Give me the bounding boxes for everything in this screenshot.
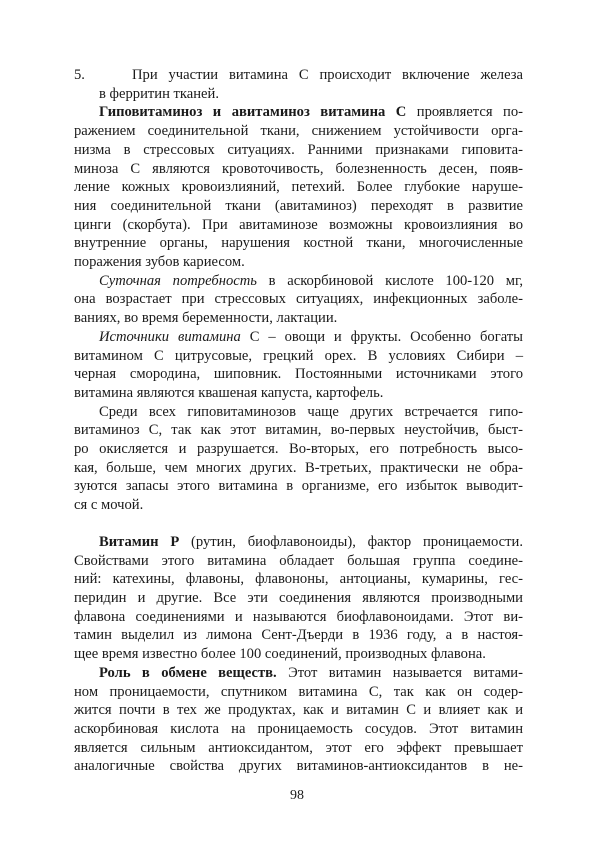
vitp-heading: Витамин Р [99, 533, 180, 550]
role-first-line: Роль в обмене веществ. Этот витамин называется витами- [99, 664, 523, 681]
page-number: 98 [290, 788, 304, 803]
paragraph-gap [74, 515, 523, 533]
vitp-line: ний: катехины, флавоны, флавононы, антоцианы, кумарины, гес- [74, 571, 523, 588]
sources-term: Источники витамина [99, 328, 241, 345]
sources-line: черная смородина, шиповник. Постоянными источниками этого [74, 366, 523, 383]
vitp-line: щее время известно более 100 соединений, производных флавона. [74, 646, 486, 663]
sources-paragraph [74, 347, 523, 403]
frequent-line: ся с мочой. [74, 497, 144, 514]
hypo-first-line: Гиповитаминоз и авитаминоз витамина С проявляется по- [99, 104, 523, 121]
frequent-paragraph [74, 403, 523, 515]
hypo-line: миноза С являются кровоточивость, болезненность десен, появ- [74, 160, 523, 177]
vitp-line: перидин и другие. Все эти соединения являются производными [74, 589, 523, 606]
frequent-line: Среди всех гиповитаминозов чаще других встречается гипо- [99, 403, 523, 420]
sources-line: витамина являются квашеная капуста, картофель. [74, 384, 384, 401]
vitp-line: тамин выделил из лимона Сент-Дъерди в 1936 году, а в настоя- [74, 627, 523, 644]
role-line: жится почти в тех же продуктах, как и витамин С и влияет как и [74, 702, 523, 719]
hypo-paragraph [74, 122, 523, 272]
vitp-line: Свойствами этого витамина обладает большая группа соедине- [74, 552, 523, 569]
item-number: 5. [74, 67, 85, 83]
role-line: является сильным антиоксидантом, этот его эффект превышает [74, 739, 523, 756]
daily-line: ваниях, во время беременности, лактации. [74, 310, 338, 327]
frequent-line: кая, больше, чем многих других. В-третьих, практически не обра- [74, 459, 523, 476]
item-5-line-2: в ферритин тканей. [99, 85, 219, 102]
hypo-line: внутренние органы, нарушения костной ткани, многочисленные [74, 235, 523, 252]
vitp-first-line: Витамин Р (рутин, биофлавоноиды), фактор проницаемости. [99, 533, 523, 550]
hypo-line: ния соединительной ткани (авитаминоз) переходят в развитие [74, 197, 523, 214]
frequent-line: витаминоз С, так как этот витамин, во-первых неустойчив, быст- [74, 422, 523, 439]
item-5-line-1: 5. При участии витамина С происходит включение железа [74, 67, 523, 83]
hypo-line: ление кожных кровоизлияний, петехий. Более глубокие наруше- [74, 179, 523, 196]
vitp-line: флавона соединениями и называются биофлавоноидами. Этот ви- [74, 608, 523, 625]
hypo-line: ражением соединительной ткани, снижением устойчивости орга- [74, 123, 523, 140]
hypo-heading: Гиповитаминоз и авитаминоз витамина С [99, 104, 407, 121]
role-line: ном проницаемости, спутником витамина С, так как он содер- [74, 683, 523, 700]
daily-line: она возрастает при стрессовых ситуациях, инфекционных заболе- [74, 291, 523, 308]
role-line: аскорбиновая кислота на проницаемость сосудов. Этот витамин [74, 720, 523, 737]
hypo-line: низма в стрессовых ситуациях. Ранними признаками гиповита- [74, 141, 523, 158]
role-paragraph [74, 683, 523, 777]
role-line: аналогичные свойства других витаминов-антиоксидантов в не- [74, 758, 523, 775]
frequent-line: ро окисляется и разрушается. Во-вторых, его потребность высо- [74, 441, 523, 458]
daily-term: Суточная потребность [99, 272, 257, 289]
sources-first-line: Источники витамина С – овощи и фрукты. Особенно богаты [99, 328, 523, 345]
hypo-line: цинги (скорбута). При авитаминозе возможны кровоизлияния во [74, 216, 523, 233]
hypo-line: поражения зубов кариесом. [74, 254, 245, 271]
vitp-paragraph [74, 552, 523, 664]
page-body [74, 66, 523, 776]
sources-line: витамином С цитрусовые, грецкий орех. В условиях Сибири – [74, 347, 523, 364]
daily-first-line: Суточная потребность в аскорбиновой кислоте 100-120 мг, [99, 272, 523, 289]
role-heading: Роль в обмене веществ. [99, 664, 277, 681]
daily-paragraph [74, 290, 523, 327]
frequent-line: зуются запасы этого витамина в организме, его избыток выводит- [74, 478, 523, 495]
